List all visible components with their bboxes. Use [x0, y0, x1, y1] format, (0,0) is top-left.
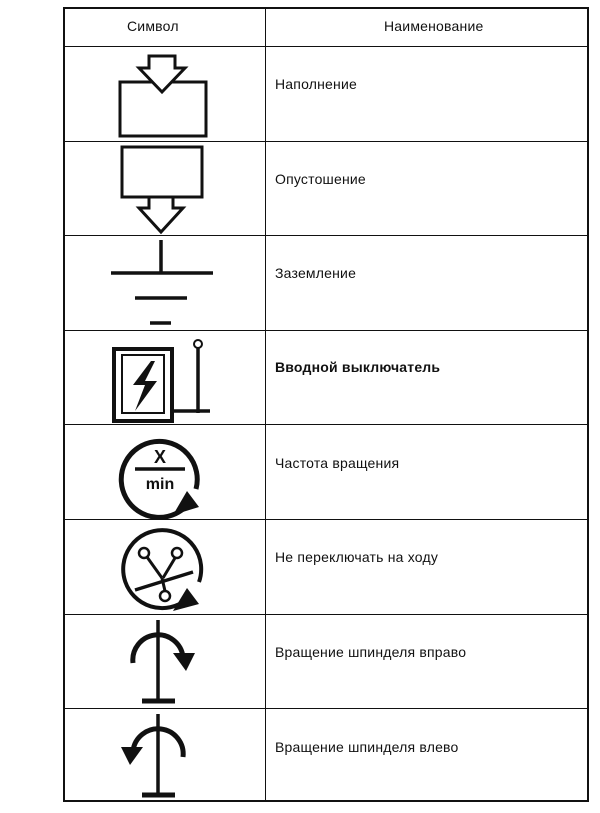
main-switch-icon	[65, 331, 265, 425]
grounding-icon	[65, 236, 265, 330]
spindle-rotation-right-icon	[65, 615, 265, 709]
spindle-rotation-left-icon	[65, 709, 265, 803]
table-row-symbol	[65, 236, 265, 330]
row-name: Заземление	[275, 265, 357, 281]
table-row-symbol	[65, 142, 265, 236]
table-row-symbol	[65, 425, 265, 519]
filling-icon	[65, 48, 265, 142]
row-name: Частота вращения	[275, 455, 400, 471]
numerator-label: X	[153, 447, 167, 467]
table-row-symbol	[65, 520, 265, 614]
no-shift-while-running-icon	[65, 520, 265, 614]
header-name: Наименование	[384, 18, 484, 34]
row-name: Наполнение	[275, 76, 357, 92]
symbol-table	[63, 7, 589, 802]
table-row-symbol	[65, 709, 265, 803]
table-row-symbol	[65, 615, 265, 709]
header-divider	[65, 46, 587, 47]
rotation-frequency-icon	[65, 425, 265, 519]
header-symbol: Символ	[127, 18, 179, 34]
row-name: Вводной выключатель	[275, 359, 441, 375]
column-divider	[265, 9, 266, 800]
row-name: Не переключать на ходу	[275, 549, 439, 565]
table-row-symbol	[65, 48, 265, 142]
emptying-icon	[65, 142, 265, 236]
row-name: Вращение шпинделя влево	[275, 739, 459, 755]
table-row-symbol	[65, 331, 265, 425]
row-name: Вращение шпинделя вправо	[275, 644, 467, 660]
row-name: Опустошение	[275, 171, 366, 187]
denominator-label: min	[145, 476, 175, 493]
